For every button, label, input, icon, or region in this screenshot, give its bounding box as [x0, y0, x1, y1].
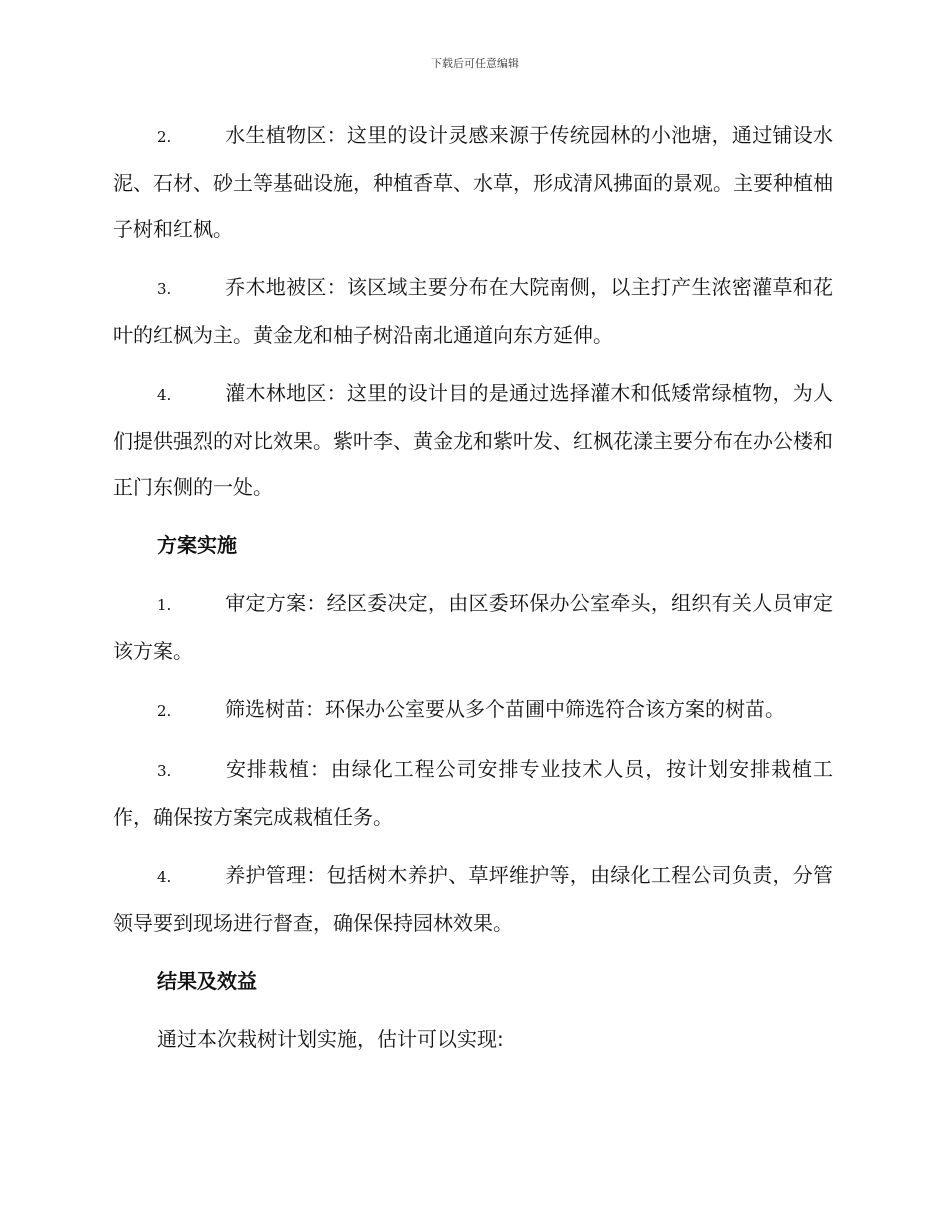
- list-item: [113, 746, 833, 840]
- list-text: 审定方案：经区委决定，由区委环保办公室牵头，组织有关人员审定该方案。: [113, 591, 833, 663]
- list-item: [113, 580, 833, 674]
- list-item: [113, 370, 833, 510]
- list-text: 灌木林地区：这里的设计目的是通过选择灌木和低矮常绿植物，为人们提供强烈的对比效果。紫叶李、黄金龙和紫叶发、红枫花漾主要分布在办公楼和正门东侧的一处。: [113, 381, 833, 499]
- list-text: 乔木地被区：该区域主要分布在大院南侧，以主打产生浓密灌草和花叶的红枫为主。黄金龙和柚子树沿南北通道向东方延伸。: [113, 275, 833, 347]
- list-item: [113, 852, 833, 946]
- list-number: 4.: [157, 868, 172, 886]
- document-body: [113, 112, 833, 1062]
- list-item: [113, 686, 833, 734]
- list-number: 3.: [157, 280, 172, 298]
- list-text: 筛选树苗：环保办公室要从多个苗圃中筛选符合该方案的树苗。: [225, 697, 785, 721]
- section-heading-results: 结果及效益: [157, 969, 257, 993]
- list-item: [113, 112, 833, 252]
- page-header: 下载后可任意编辑: [431, 57, 519, 70]
- list-number: 2.: [157, 702, 172, 720]
- list-text: 安排栽植：由绿化工程公司安排专业技术人员，按计划安排栽植工作，确保按方案完成栽植任务。: [113, 757, 833, 829]
- intro-paragraph: 通过本次栽树计划实施，估计可以实现:: [157, 1027, 504, 1051]
- list-text: 水生植物区：这里的设计灵感来源于传统园林的小池塘，通过铺设水泥、石材、砂土等基础设施，种植香草、水草，形成清风拂面的景观。主要种植柚子树和红枫。: [113, 123, 833, 241]
- list-number: 3.: [157, 762, 172, 780]
- section-heading-implementation: 方案实施: [157, 533, 237, 557]
- list-text: 养护管理：包括树木养护、草坪维护等，由绿化工程公司负责，分管领导要到现场进行督查，确保保持园林效果。: [113, 863, 833, 935]
- list-number: 4.: [157, 386, 172, 404]
- list-item: [113, 264, 833, 358]
- list-number: 1.: [157, 596, 172, 614]
- list-number: 2.: [157, 128, 172, 146]
